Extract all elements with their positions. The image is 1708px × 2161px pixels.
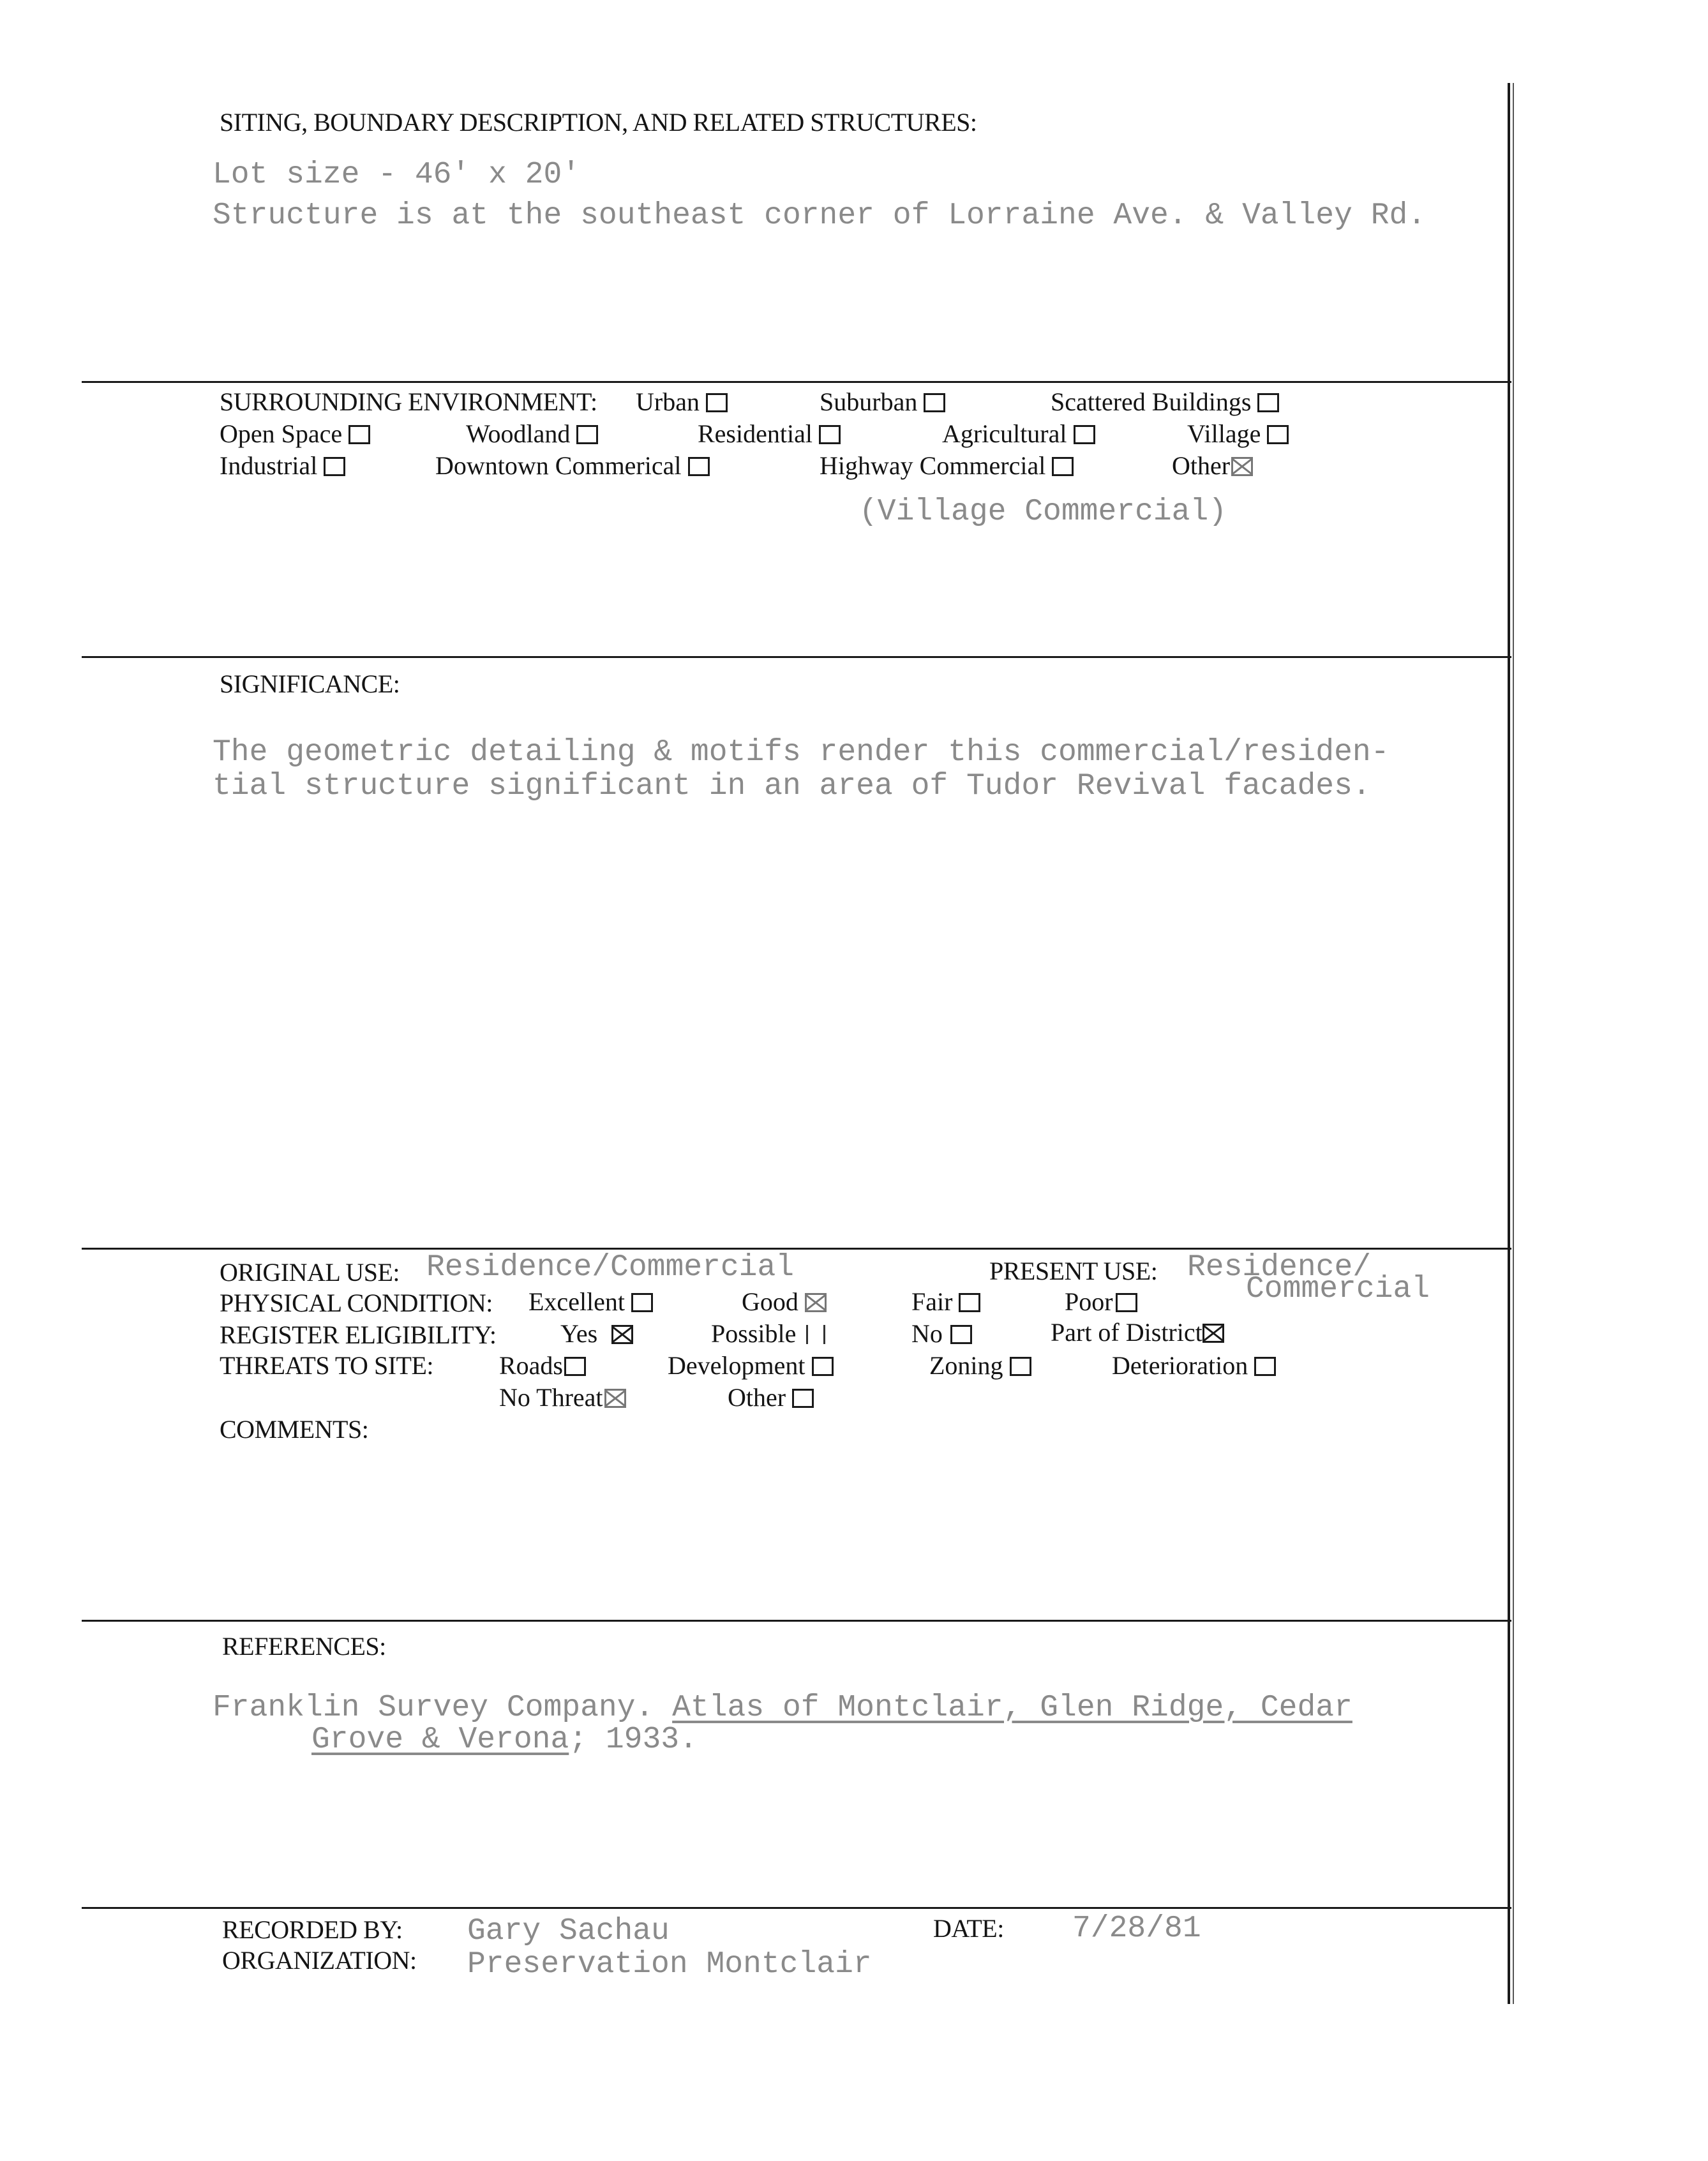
env-highway	[820, 453, 1074, 479]
right-border-line-inner	[1513, 83, 1514, 2004]
significance-line-2: tial structure significant in an area of Tudor Revival facades.	[213, 769, 1371, 804]
significance-heading: SIGNIFICANCE:	[220, 669, 400, 698]
env-woodland-label: Woodland	[466, 419, 571, 448]
env-urban-checkbox[interactable]	[706, 393, 728, 412]
divider-1	[82, 381, 1511, 383]
cond-poor-checkbox[interactable]	[1116, 1293, 1137, 1312]
elig-district-checkbox-checked[interactable]	[1202, 1324, 1224, 1343]
threat-no-threat-label: No Threat	[499, 1383, 603, 1412]
env-woodland-checkbox[interactable]	[576, 425, 598, 444]
divider-2	[82, 656, 1511, 658]
comments-label: COMMENTS:	[220, 1415, 369, 1444]
reference-year: ; 1933.	[569, 1723, 698, 1757]
env-suburban	[820, 389, 945, 415]
threat-deterioration	[1112, 1353, 1276, 1379]
env-residential-label: Residential	[698, 419, 813, 448]
original-use-value: Residence/Commercial	[426, 1250, 795, 1285]
env-other-value: (Village Commercial)	[859, 495, 1227, 529]
cond-poor-label: Poor	[1065, 1287, 1113, 1316]
threat-roads	[499, 1353, 586, 1379]
significance-line-1: The geometric detailing & motifs render this commercial/residen-	[213, 735, 1390, 770]
threat-development	[668, 1353, 834, 1379]
env-open-space-label: Open Space	[220, 419, 343, 448]
env-open-space-checkbox[interactable]	[348, 425, 370, 444]
threat-development-label: Development	[668, 1351, 805, 1380]
env-scattered	[1051, 389, 1279, 415]
env-open-space	[220, 421, 370, 447]
siting-heading: SITING, BOUNDARY DESCRIPTION, AND RELATED STRUCTURES:	[220, 108, 977, 137]
elig-district-label: Part of District	[1051, 1318, 1202, 1347]
threat-deterioration-checkbox[interactable]	[1254, 1357, 1276, 1376]
elig-no-checkbox[interactable]	[950, 1325, 972, 1344]
env-suburban-checkbox[interactable]	[924, 393, 945, 412]
condition-label: PHYSICAL CONDITION:	[220, 1289, 493, 1317]
env-downtown-label: Downtown Commerical	[435, 451, 682, 480]
elig-no-label: No	[911, 1319, 943, 1348]
env-agricultural-checkbox[interactable]	[1074, 425, 1095, 444]
threat-roads-checkbox[interactable]	[564, 1357, 586, 1376]
cond-excellent-label: Excellent	[528, 1287, 626, 1316]
env-scattered-checkbox[interactable]	[1257, 393, 1279, 412]
elig-yes	[560, 1321, 633, 1347]
present-use-value-1: Residence/	[1187, 1250, 1372, 1285]
env-residential	[698, 421, 841, 447]
references-heading: REFERENCES:	[222, 1632, 386, 1661]
threat-zoning-label: Zoning	[929, 1351, 1003, 1380]
threat-no-threat-checkbox-checked[interactable]	[604, 1389, 626, 1408]
env-urban	[636, 389, 728, 415]
env-village-label: Village	[1187, 419, 1261, 448]
env-downtown	[435, 453, 710, 479]
reference-title-part1: Atlas of Montclair, Glen Ridge, Cedar	[672, 1691, 1352, 1725]
divider-4	[82, 1620, 1511, 1622]
threat-other-label: Other	[728, 1383, 786, 1412]
env-residential-checkbox[interactable]	[819, 425, 841, 444]
env-village-checkbox[interactable]	[1267, 425, 1289, 444]
date-label: DATE:	[933, 1914, 1004, 1943]
threat-zoning	[929, 1353, 1031, 1379]
env-other-checkbox-checked[interactable]	[1231, 457, 1253, 476]
env-highway-checkbox[interactable]	[1052, 457, 1074, 476]
present-use-value-2: Commercial	[1246, 1272, 1430, 1306]
cond-good-checkbox-checked[interactable]	[805, 1293, 827, 1312]
env-agricultural	[942, 421, 1095, 447]
cond-fair-label: Fair	[911, 1287, 953, 1316]
env-other-label: Other	[1172, 451, 1231, 480]
elig-possible-label: Possible	[711, 1319, 797, 1348]
env-urban-label: Urban	[636, 387, 700, 416]
date-value: 7/28/81	[1072, 1911, 1201, 1946]
elig-district	[1051, 1320, 1224, 1345]
elig-yes-checkbox-checked[interactable]	[611, 1325, 633, 1344]
cond-fair	[911, 1289, 980, 1315]
env-suburban-label: Suburban	[820, 387, 918, 416]
cond-fair-checkbox[interactable]	[959, 1293, 980, 1312]
threat-other-checkbox[interactable]	[792, 1389, 814, 1408]
environment-heading: SURROUNDING ENVIRONMENT:	[220, 387, 597, 416]
recorded-by-value: Gary Sachau	[467, 1914, 670, 1948]
threat-other	[728, 1385, 814, 1410]
siting-line-2: Structure is at the southeast corner of Lorraine Ave. & Valley Rd.	[213, 198, 1427, 233]
reference-title-part2: Grove & Verona	[311, 1723, 569, 1757]
divider-5	[82, 1907, 1511, 1909]
recorded-by-label: RECORDED BY:	[222, 1915, 403, 1944]
env-highway-label: Highway Commercial	[820, 451, 1046, 480]
env-village	[1187, 421, 1289, 447]
threat-deterioration-label: Deterioration	[1112, 1351, 1248, 1380]
env-industrial-label: Industrial	[220, 451, 318, 480]
threat-no-threat	[499, 1385, 626, 1410]
env-scattered-label: Scattered Buildings	[1051, 387, 1252, 416]
threats-label: THREATS TO SITE:	[220, 1351, 433, 1380]
env-agricultural-label: Agricultural	[942, 419, 1067, 448]
env-downtown-checkbox[interactable]	[688, 457, 710, 476]
organization-value: Preservation Montclair	[467, 1947, 872, 1982]
env-industrial	[220, 453, 345, 479]
present-use-label: PRESENT USE:	[989, 1257, 1158, 1285]
cond-excellent-checkbox[interactable]	[631, 1293, 653, 1312]
env-woodland	[466, 421, 598, 447]
env-industrial-checkbox[interactable]	[324, 457, 345, 476]
cond-poor	[1065, 1289, 1137, 1315]
elig-yes-label: Yes	[560, 1319, 598, 1348]
threat-roads-label: Roads	[499, 1351, 563, 1380]
reference-line-1	[213, 1693, 1352, 1723]
elig-possible-checkbox[interactable]	[806, 1325, 825, 1344]
reference-author: Franklin Survey Company.	[213, 1691, 654, 1725]
eligibility-label: REGISTER ELIGIBILITY:	[220, 1320, 497, 1349]
right-border-line	[1508, 83, 1510, 2004]
cond-excellent	[528, 1289, 653, 1315]
divider-3	[82, 1248, 1511, 1250]
reference-line-2	[311, 1724, 698, 1755]
threat-development-checkbox[interactable]	[812, 1357, 834, 1376]
elig-no	[911, 1321, 972, 1347]
cond-good-label: Good	[742, 1287, 798, 1316]
env-other	[1172, 453, 1253, 479]
cond-good	[742, 1289, 827, 1315]
original-use-label: ORIGINAL USE:	[220, 1258, 400, 1287]
elig-possible	[711, 1321, 825, 1347]
siting-line-1: Lot size - 46' x 20'	[213, 158, 581, 192]
organization-label: ORGANIZATION:	[222, 1946, 417, 1975]
threat-zoning-checkbox[interactable]	[1010, 1357, 1031, 1376]
